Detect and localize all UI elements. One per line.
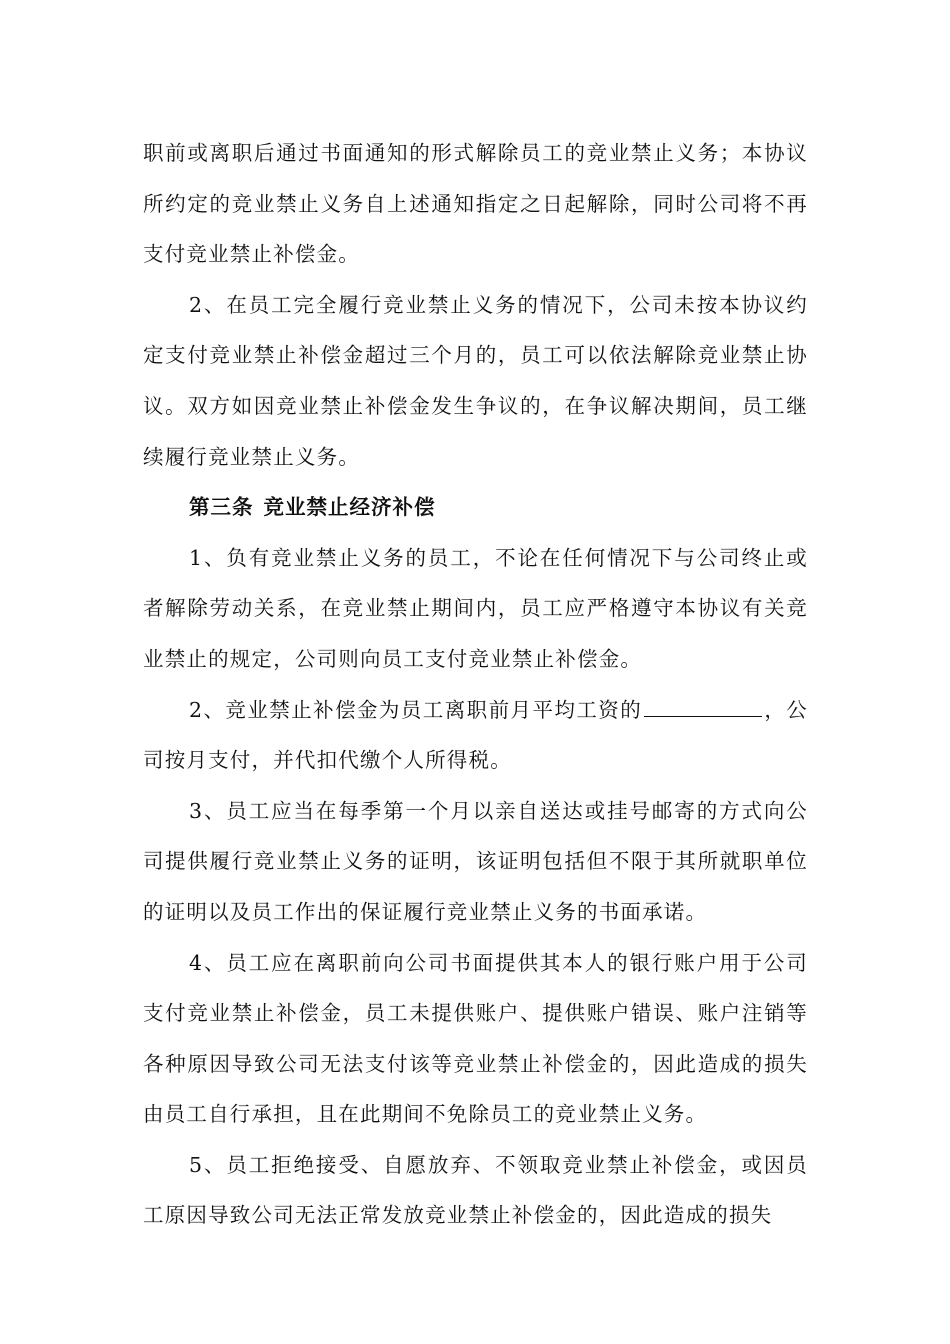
- continuation-paragraph: 职前或离职后通过书面通知的形式解除员工的竞业禁止义务；本协议所约定的竞业禁止义务自上述通知指定之日起解除，同时公司将不再支付竞业禁止补偿金。: [143, 141, 808, 267]
- fill-in-blank-line[interactable]: [644, 698, 762, 717]
- article2-item2-paragraph: 2、在员工完全履行竞业禁止义务的情况下，公司未按本协议约定支付竞业禁止补偿金超过三个月的，员工可以依法解除竞业禁止协议。双方如因竞业禁止补偿金发生争议的，在争议解决期间，员工继续履行竞业禁止义务。: [143, 292, 808, 469]
- article3-item3-paragraph: 3、员工应当在每季第一个月以亲自送达或挂号邮寄的方式向公司提供履行竞业禁止义务的证明，该证明包括但不限于其所就职单位的证明以及员工作出的保证履行竞业禁止义务的书面承诺。: [143, 798, 808, 924]
- document-body: [143, 128, 808, 1241]
- article3-heading: [143, 482, 808, 533]
- article3-item2-paragraph: [143, 685, 808, 786]
- article3-item4-paragraph: 4、员工应在离职前向公司书面提供其本人的银行账户用于公司支付竞业禁止补偿金，员工未提供账户、提供账户错误、账户注销等各种原因导致公司无法支付该等竞业禁止补偿金的，因此造成的损失由员工自行承担，且在此期间不免除员工的竞业禁止义务。: [143, 950, 808, 1127]
- item2-text-after-blank: ，公司按月支付，并代扣代缴个人所得税。: [143, 697, 808, 773]
- article3-item5-paragraph: 5、员工拒绝接受、自愿放弃、不领取竞业禁止补偿金，或因员工原因导致公司无法正常发放竞业禁止补偿金的，因此造成的损失: [143, 1152, 808, 1228]
- article3-item1-paragraph: 1、负有竞业禁止义务的员工，不论在任何情况下与公司终止或者解除劳动关系，在竞业禁止期间内，员工应严格遵守本协议有关竞业禁止的规定，公司则向员工支付竞业禁止补偿金。: [143, 545, 808, 671]
- item2-text-before-blank: 2、竞业禁止补偿金为员工离职前月平均工资的: [189, 697, 643, 722]
- article3-number: 第三条: [189, 495, 254, 520]
- article3-title: 竞业禁止经济补偿: [263, 495, 436, 520]
